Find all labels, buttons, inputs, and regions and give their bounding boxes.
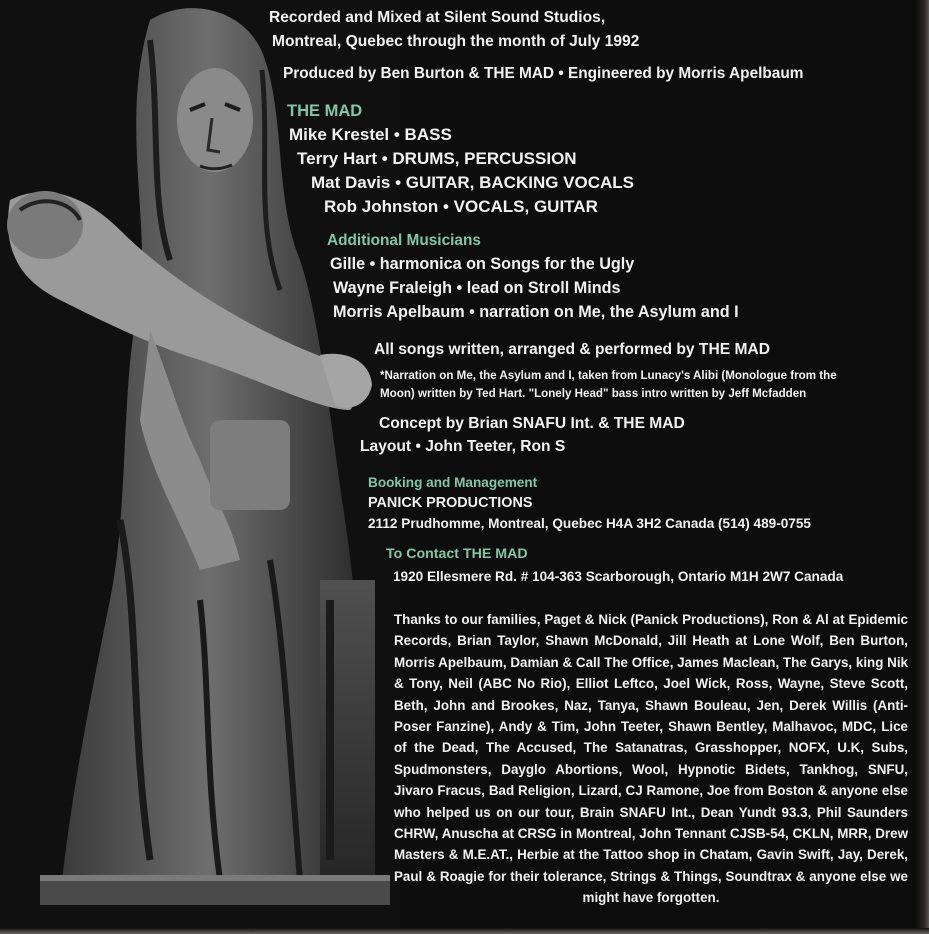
booking-heading: Booking and Management	[368, 475, 538, 490]
concept-credit: Concept by Brian SNAFU Int. & THE MAD	[379, 415, 685, 432]
production-credit: Produced by Ben Burton & THE MAD • Engineered by Morris Apelbaum	[283, 65, 804, 82]
insert-bottom-edge	[0, 928, 929, 934]
band-member: Mat Davis • GUITAR, BACKING VOCALS	[311, 173, 634, 192]
booking-name: PANICK PRODUCTIONS	[368, 495, 533, 511]
contact-heading: To Contact THE MAD	[386, 546, 528, 562]
recording-line-2: Montreal, Quebec through the month of July 1992	[272, 33, 640, 50]
additional-musician: Gille • harmonica on Songs for the Ugly	[330, 255, 635, 273]
songs-credit: All songs written, arranged & performed by THE MAD	[374, 341, 770, 358]
footnote-line-1: *Narration on Me, the Asylum and I, taken from Lunacy's Alibi (Monologue from the	[380, 369, 837, 382]
additional-musician: Wayne Fraleigh • lead on Stroll Minds	[333, 279, 621, 297]
footnote-line-2: Moon) written by Ted Hart. "Lonely Head" bass intro written by Jeff Mcfadden	[380, 387, 807, 400]
booking-address: 2112 Prudhomme, Montreal, Quebec H4A 3H2 Canada (514) 489-0755	[368, 516, 811, 531]
band-heading: THE MAD	[287, 102, 363, 120]
layout-credit: Layout • John Teeter, Ron S	[360, 438, 566, 455]
contact-address: 1920 Ellesmere Rd. # 104-363 Scarborough, Ontario M1H 2W7 Canada	[393, 569, 844, 584]
additional-musicians-heading: Additional Musicians	[327, 232, 481, 249]
insert-right-edge	[915, 0, 929, 934]
thanks-paragraph: Thanks to our families, Paget & Nick (Panick Productions), Ron & Al at Epidemic Records, Brian Taylor, Shawn McDonald, Jill Heath at Lone Wolf, Ben Burton, Morris Apelbaum, Damian & Call The Office, James Maclean, The Garys, king Nik & Tony, Neil (ABC No Rio), Elliot Leftco, Joel Wick, Ross, Wayne, Steve Scott, Beth, John and Brookes, Naz, Tanya, Shawn Bouleau, Jen, Derek Willis (Anti-Poser Fanzine), Andy & Tim, John Teeter, Shawn Bentley, Malhavoc, MDC, Lice of the Dead, The Accused, The Satanatras, Grasshopper, NOFX, U.K, Subs, Spudmonsters, Dayglo Abortions, Wool, Hypnotic Bidets, Tankhog, SNFU, Jivaro Fracus, Bad Religion, Lizard, CJ Ramone, Joe from Boston & anyone else who helped us on our tour, Brain SNAFU Int., Dean Yundt 93.3, Phil Saunders CHRW, Anuscha at CRSG in Montreal, John Tennant CJSB-54, CKLN, MRR, Drew Masters & M.E.AT., Herbie at the Tattoo shop in Chatam, Gavin Swift, Jay, Derek, Paul & Roagie for their tolerance, Strings & Things, Soundtrax & anyone else we might have forgotten.	[394, 612, 908, 906]
additional-musician: Morris Apelbaum • narration on Me, the Asylum and I	[333, 303, 739, 321]
band-member: Terry Hart • DRUMS, PERCUSSION	[297, 149, 577, 168]
band-member: Rob Johnston • VOCALS, GUITAR	[324, 197, 598, 216]
recording-line-1: Recorded and Mixed at Silent Sound Studios,	[269, 9, 606, 26]
band-member: Mike Krestel • BASS	[289, 125, 452, 144]
